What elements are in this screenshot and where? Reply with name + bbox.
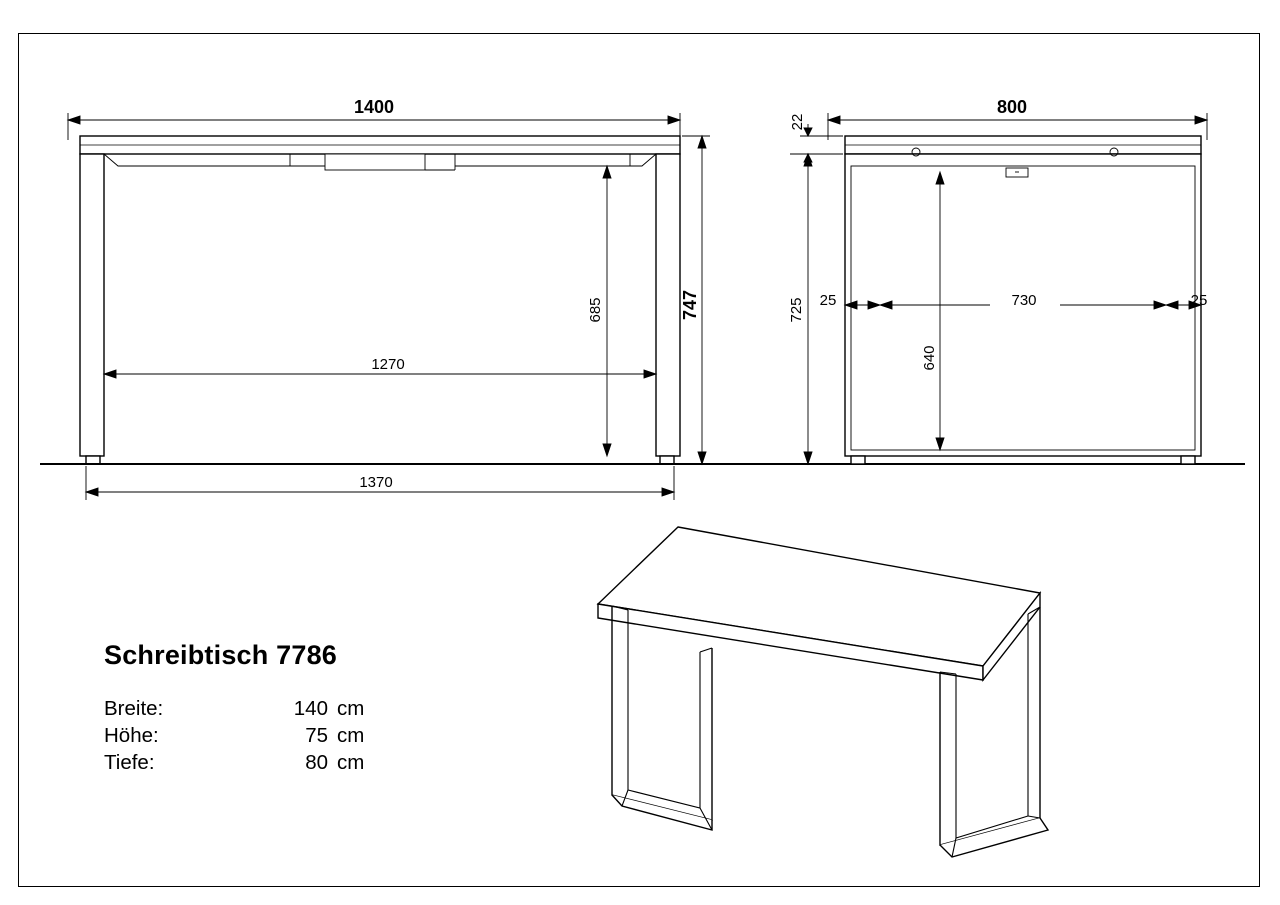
label-side-inset-left-25: 25 (819, 292, 837, 309)
dim-front-clear-685 (603, 166, 611, 456)
label-side-inset-right-25: 25 (1190, 292, 1208, 309)
spec-row-hoehe (104, 722, 524, 749)
label-side-depth-800: 800 (996, 97, 1028, 117)
label-front-clear-685: 685 (587, 297, 604, 323)
page-title: Schreibtisch 7786 (104, 640, 338, 670)
spec-row-breite (104, 695, 524, 722)
label-front-width-1400: 1400 (353, 97, 395, 117)
spec-row-tiefe (104, 749, 524, 776)
spec-unit-hoehe: cm (337, 724, 365, 748)
spec-unit-breite: cm (337, 697, 365, 720)
spec-value-breite: 140 (293, 697, 328, 720)
label-side-thickness-22: 22 (789, 113, 806, 131)
label-front-height-747: 747 (680, 289, 700, 321)
label-side-inner-height-640: 640 (921, 345, 938, 371)
spec-value-tiefe: 80 (305, 751, 328, 775)
label-side-frame-725: 725 (788, 297, 805, 323)
title-block (104, 640, 524, 776)
spec-label-hoehe: Höhe: (104, 724, 159, 748)
spec-table (104, 695, 524, 776)
spec-label-tiefe: Tiefe: (104, 751, 155, 775)
perspective-view-geometry (598, 527, 1048, 857)
spec-label-breite: Breite: (104, 697, 164, 720)
spec-value-hoehe: 75 (305, 724, 328, 748)
label-front-inner-1270: 1270 (371, 356, 405, 373)
label-side-inner-730: 730 (1011, 292, 1037, 309)
spec-unit-tiefe: cm (337, 751, 365, 775)
label-front-footspan-1370: 1370 (359, 474, 393, 491)
